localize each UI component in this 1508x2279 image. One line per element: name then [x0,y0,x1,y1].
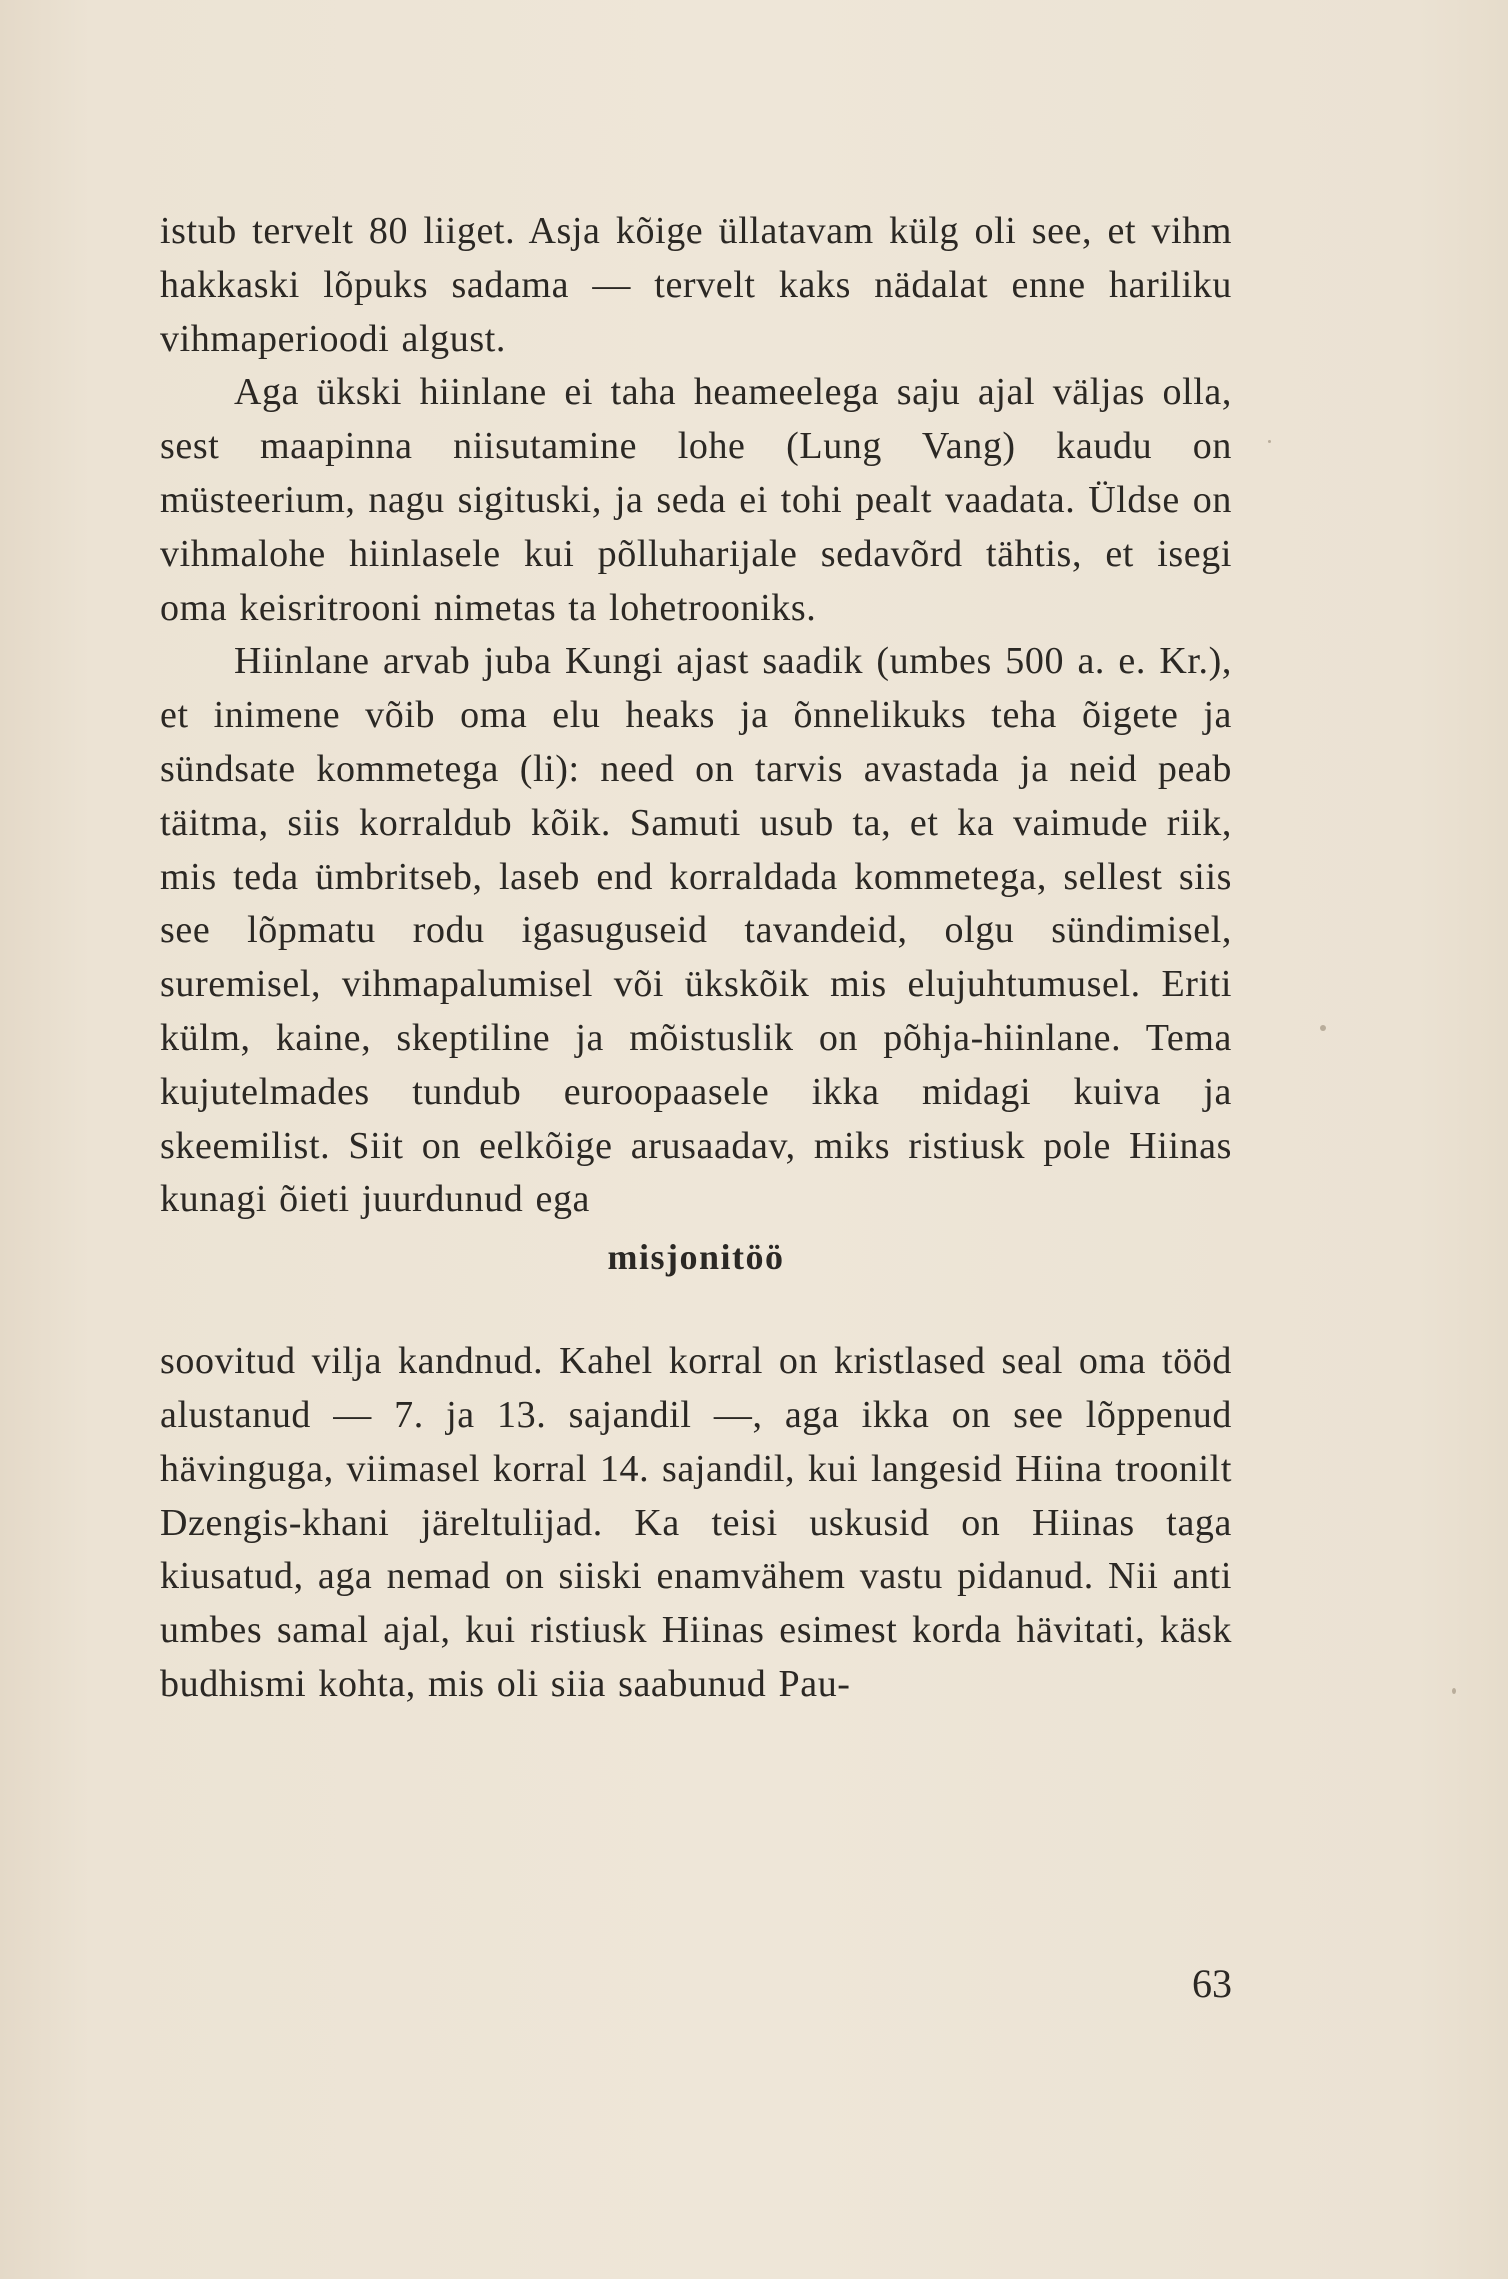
section-heading: misjonitöö [607,1237,785,1278]
paper-speck [1320,1025,1326,1031]
page-number: 63 [1192,1961,1232,2006]
paper-speck [1452,1688,1456,1694]
body-text [160,205,1232,1712]
paragraph-2: Aga ükski hiinlane ei taha heameelega saju ajal väljas olla, sest maapinna niisutamine lohe (Lung Vang) kaudu on müsteerium, nagu sigituski, ja seda ei tohi pealt vaadata. Üldse on vihmalohe hiinlasele kui põlluharijale sedavõrd tähtis, et isegi oma keisritrooni nimetas ta lohetrooniks. [160,371,1232,629]
paragraph-3: Hiinlane arvab juba Kungi ajast saadik (umbes 500 a. e. Kr.), et inimene võib oma elu heaks ja õnnelikuks teha õigete ja sündsate kommetega (li): need on tarvis avastada ja neid peab täitma, siis korraldub kõik. Samuti usub ta, et ka vaimude riik, mis teda ümbritseb, laseb end korraldada kommetega, sellest siis see lõpmatu rodu igasuguseid tavandeid, olgu sündimisel, suremisel, vihmapalumisel või ükskõik mis elujuhtumusel. Eriti külm, kaine, skeptiline ja mõistuslik on põhja-hiinlane. Tema kujutelmades tundub euroopaasele ikka midagi kuiva ja skeemilist. Siit on eelkõige arusaadav, miks ristiusk pole Hiinas kunagi õieti juurdunud ega [160,640,1232,1221]
paper-speck [1268,440,1271,443]
paragraph-1: istub tervelt 80 liiget. Asja kõige üllatavam külg oli see, et vihm hakkaski lõpuks sadama — tervelt kaks nädalat enne hariliku vihmaperioodi algust. [160,210,1232,360]
paragraph-4: soovitud vilja kandnud. Kahel korral on kristlased seal oma tööd alustanud — 7. ja 13. sajandil —, aga ikka on see lõppenud hävinguga, viimasel korral 14. sajandil, kui langesid Hiina troonilt Dzengis-khani järeltulijad. Ka teisi uskusid on Hiinas taga kiusatud, aga nemad on siiski enamvähem vastu pidanud. Nii anti umbes samal ajal, kui ristiusk Hiinas esimest korda hävitati, käsk budhismi kohta, mis oli siia saabunud Pau- [160,1340,1232,1705]
